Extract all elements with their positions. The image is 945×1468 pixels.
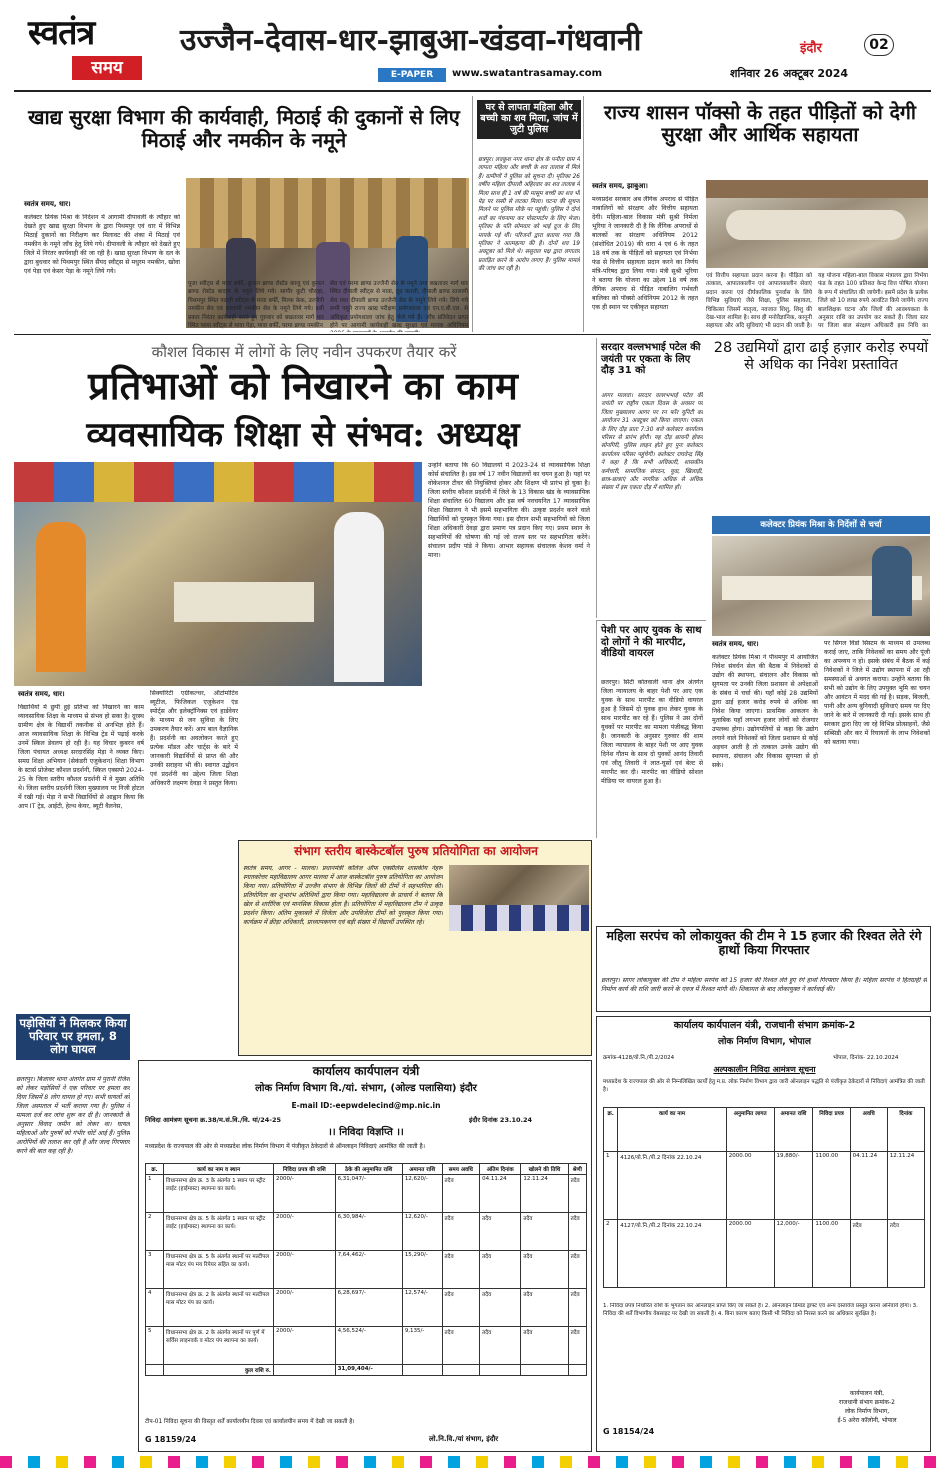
story-missing-woman xyxy=(472,96,584,332)
table-row xyxy=(146,1327,587,1365)
table-row xyxy=(146,1213,587,1251)
table-cell: तदैव xyxy=(568,1327,586,1365)
logo-top: स्वतंत्र xyxy=(28,13,95,53)
table-cell: तदैव xyxy=(568,1213,586,1251)
headline: राज्य शासन पॉक्सो के तहत पीड़ितों को देगी सुरक्षा और आर्थिक सहायता xyxy=(604,101,916,147)
table-cell: विधानसभा क्षेत्र क्र. 5 के अंतर्गत स्थानों पर मल्टीपल मास मोटर पंप मय रिपेयर सहित का कार्य। xyxy=(164,1251,274,1289)
table-cell: तदैव xyxy=(850,1220,887,1288)
table-total-row xyxy=(146,1365,587,1376)
table-cell: तदैव xyxy=(480,1251,521,1289)
table-cell: तदैव xyxy=(568,1251,586,1289)
ad-code: G 18154/24 xyxy=(603,1427,655,1436)
story-vocational xyxy=(14,338,592,838)
table-row xyxy=(146,1175,587,1213)
table-header-row xyxy=(604,1108,925,1152)
header-cell: श्रेणी xyxy=(568,1164,586,1175)
table-cell: विधानसभा क्षेत्र क्र. 2 के अंतर्गत स्थानों पर पूर्ण में सर्विस लाइनवर्क व मोटर पंप स्थापना का कार्य। xyxy=(164,1327,274,1365)
photo-meeting xyxy=(706,180,928,268)
story-pocso xyxy=(588,96,931,332)
body-col-2: सिक्योरिटी एग्रीकल्चर, ऑटोमोटिव ब्यूटीज, फिजिकल एजुकेशन एंड स्पोर्ट्स और इलेक्ट्रॉनिक्स एवं हार्डवेयर के माध्यम से जन सुविधा के लिए उपकरण तैयार करें। आप बाल वैज्ञानिक हैं। प्रदर्शनी का अवलोकन करते हुए प्रत्येक मॉडल और चार्ट्स के बारे में जानकारी विद्यार्थियों से प्राप्त की और उनकी सराहना भी की। स्वागत उद्बोधन एवं प्रदर्शनी का उद्देश्य जिला शिक्षा अधिकारी लक्ष्मण देवड़ा ने प्रस्तुत किया। xyxy=(150,690,238,787)
table-cell: 1100.00 xyxy=(813,1152,850,1220)
headline: घर से लापता महिला और बच्ची का शव मिला, जांच में जुटी पुलिस xyxy=(477,100,581,139)
registration-marks xyxy=(0,1456,945,1468)
tender-bhopal xyxy=(596,1016,931,1452)
logo-bottom: समय xyxy=(72,56,142,80)
table-cell: तदैव xyxy=(480,1213,521,1251)
table-cell: 2 xyxy=(146,1213,164,1251)
headline: 28 उद्यमियों द्वारा ढाई हज़ार करोड़ रुपयों से अधिक का निवेश प्रस्तावित xyxy=(713,340,929,373)
table-cell: 5 xyxy=(146,1327,164,1365)
table-cell: 2000.00 xyxy=(726,1220,774,1288)
headline-line-2: व्यवसायिक शिक्षा से संभव: अध्यक्ष xyxy=(86,415,520,455)
masthead xyxy=(0,0,945,92)
note: टीप-01 निविदा सूचना की विस्तृत शर्तें कार्यालयीन दिवस एवं कार्यालयीन समय में देखी जा सकती है। xyxy=(145,1419,355,1425)
table-cell: 2000/- xyxy=(274,1289,336,1327)
table-cell: विधानसभा क्षेत्र क्र. 3 के अंतर्गत 1 स्थान पर स्ट्रीट लाईट (हाईमास्ट) स्थापना का कार्य। xyxy=(164,1175,274,1213)
table-cell: 1 xyxy=(604,1152,618,1220)
header-cell: ठेके की अनुमानित राशि xyxy=(335,1164,402,1175)
total-value: 31,09,404/- xyxy=(335,1365,402,1376)
tender-table xyxy=(145,1163,587,1376)
headline: पड़ोसियों ने मिलकर किया परिवार पर हमला, 8 लोग घायल xyxy=(16,1014,130,1060)
body: छतरपुर। सिटी कोतवाली थाना क्षेत्र अंतर्गत जिला न्यायालय के बाहर पेशी पर आए एक युवक के साथ मारपीट का वीडियो वायरल हुआ है जिसमें दो युवक हाथ लेकर युवक के साथ मारपीट कर रहे हैं। पुलिस ने उस दोनों युवकों पर मारपीट का मामला पंजीबद्ध किया है। जानकारी के अनुसार गुरुवार की शाम जिला न्यायालय के बाहर पेशी पर आए युवक दिनेश गौतम के साथ दो युवकों आनंद तिवारी एवं जीतू तिवारी ने लात-घूसों एवं बेल्ट से मारपीट कर दी। मारपीट का वीडियो सोशल मीडिया पर वायरल हुआ है। xyxy=(601,679,703,785)
table-row xyxy=(146,1251,587,1289)
story-assault xyxy=(596,620,706,838)
ref-number: निविदा आमंत्रण सूचना क्र.38/म.सं.वि./वि. यां/24-25 xyxy=(145,1116,282,1124)
email: E-mail ID:-eepwdelecind@mp.nic.in xyxy=(291,1101,441,1110)
header-cell: समय अवधि xyxy=(442,1164,480,1175)
header-cell: अमानत राशि xyxy=(774,1108,813,1152)
table-header-row xyxy=(146,1164,587,1175)
table-cell: 15,290/- xyxy=(402,1251,442,1289)
signature-line: कार्यपालन यंत्री, xyxy=(849,1390,885,1397)
byline: स्वतंत्र समय, धार। xyxy=(712,640,759,648)
body-col-1: विद्यार्थियों में छुपी हुई प्रतिभा को निखारने का काम व्यावसायिक शिक्षा के माध्यम से संभव हो सका है। दूरस्थ ग्रामीण क्षेत्र के विद्यार्थी तकनीक से अनभिज्ञ होते हैं। आज व्यावसायिक शिक्षा के विभिन्न ट्रेड में पढ़ाई करके उनमें स्किल डेवलप हो रही है। यह विचार कुबरन वर्ष जिला पंचायत अध्यक्ष सरदारसिंह मेड़ा ने व्यक्त किए। समग्र शिक्षा अभियान (सेकंडरी एजुकेशन) शिक्षा विभाग के स्टार्स प्रोजेक्ट कौशल प्रदर्शनी, स्किल एक्सपो 2024-25 के जिला स्तरीय कौशल प्रदर्शनी में वे मुख्य अतिथि थे। जिला स्तरीय प्रदर्शनी जिला मुख्यालय पर निजी होटल में रखी गई। मेड़ा ने सभी विद्यार्थियों से आह्वान किया कि आप IT ट्रेड, आईटी, हेल्थ केयर, ब्यूटी वैलनेस, xyxy=(18,704,144,810)
story-investment xyxy=(710,338,931,922)
masthead-divider xyxy=(14,90,931,92)
story-run-for-unity xyxy=(596,338,706,618)
header-cell: निविदा प्रपत्र xyxy=(813,1108,850,1152)
tender-table-wrap xyxy=(145,1163,587,1411)
byline: स्वतंत्र समय, धार। xyxy=(18,690,65,698)
tender-heading: अल्पकालीन निविदा आमंत्रण सूचना xyxy=(713,1065,816,1074)
table-cell: तदैव xyxy=(887,1220,924,1288)
body-col-1: मध्यप्रदेश सरकार अब लैंगिक अपराध से पीड़ित नाबालिगों को संरक्षण और वित्तीय सहायता देगी। महिला-बाल विकास मंत्री सुश्री निर्मला भूरिया ने जानकारी दी है कि लैंगिक अपराधों से बालकों का संरक्षण अधिनियम 2012 (संशोधित 2019) की धारा 4 एवं 6 के तहत 18 वर्ष तक के पीड़ितों को सहायता एवं निर्भया फंड से वित्तीय सहायता प्रदान करने का निर्णय मंत्रि-परिषद द्वारा लिया गया। मंत्री सुश्री भूरिया ने बताया कि योजना का उद्देश्य 18 वर्ष तक लैंगिक अपराध से पीड़ित नाबालिग गर्भवती बालिका को पॉक्सो अधिनियम 2012 के तहत एक ही स्थान पर एकीकृत सहायता xyxy=(592,196,698,311)
body-col-3: यह योजना महिला-बाल विकास मंत्रालय द्वारा निर्भया फंड के तहत 100 प्रतिशत केन्द्र वित्त पोषित योजना के रूप में संचालित की जायेगी। इसमें प्रदेश के प्रत्येक जिले को 10 लाख रुपये आवंटित किये जायेंगे। राज्य बालशिक्षक घटना और जिलों की आवश्यकता के अनुसार राशि का उपयोग कर सकते हैं। जिला स्तर पर जिला बाल संरक्षण अधिकारी इस निधि का xyxy=(818,273,928,330)
table-cell: 12.11.24 xyxy=(521,1175,568,1213)
page-number: 02 xyxy=(864,34,894,56)
total-label: कुल राशि रु. xyxy=(164,1365,274,1376)
photo-basketball-team xyxy=(449,865,589,931)
ref-date: इंदौर दिनांक 23.10.24 xyxy=(469,1116,533,1124)
ref-number: क्रमांक-4128/यो.नि./पी.2/2024 xyxy=(603,1055,675,1061)
header-cell: कार्य का नाम व स्थान xyxy=(164,1164,274,1175)
table-cell: 6,31,047/- xyxy=(335,1175,402,1213)
table-cell: 12,620/- xyxy=(402,1175,442,1213)
body-col-2: पर सिंगल विंडो सिस्टम के माध्यम से उपलब्ध कराई जाए, ताकि निवेशकों का समय और पूंजी का अपव्यय न हो। इसके संबंध में बैठक में कई निवेशकों ने जिले में उद्योग स्थापना में आ रही समस्याओं से अवगत कराया। उन्होंने बताया कि सभी को उद्योग के लिए उपयुक्त भूमि का चयन और आवंटन में मदद की गई है। सड़क, बिजली, पानी और अन्य बुनियादी सुविधाएं समय पर दिए जाने के बारे में जानकारी दी गई। इसके साथ ही सरकार द्वारा दिए जा रहे विभिन्न प्रोत्साहनों, जैसे सब्सिडी और कर में रियायतों के लाभ निवेशकों को बताया गया। xyxy=(824,640,930,746)
header-cell: कार्य का नाम xyxy=(618,1108,727,1152)
header-cell: क्र. xyxy=(146,1164,164,1175)
tender-table-wrap xyxy=(603,1107,925,1297)
table-cell: 2000/- xyxy=(274,1251,336,1289)
tender-indore xyxy=(138,1060,592,1452)
dept-title: लोक निर्माण विभाग, भोपाल xyxy=(718,1037,811,1047)
table-cell: 2000/- xyxy=(274,1327,336,1365)
table-cell: 2000.00 xyxy=(726,1152,774,1220)
photo-exhibition xyxy=(14,462,422,686)
body: छत्रपुर। लवकुश नगर थाना क्षेत्र के पनौता ग्राम में लापता महिला और बच्ची के शव तालाब में मिले हैं। ग्रामीणों ने पुलिस को सूचना दी। मृतिका 26 वर्षीय महिला दीपाली अहिरवार का शव तालाब में मिला साथ ही 1 वर्ष की मासूम बच्ची का शव भी पेड़ पर रस्सी से लटका मिला। घटना की सूचना मिलने पर पुलिस मौके पर पहुंची। पुलिस ने दोनों शवों का पंचनामा कर पोस्टमार्टम के लिए भेजा। मृतिका के पति सोमवार को भाई दूज के लिए मायके गई थीं। परिजनों द्वारा बताया गया कि मृतिका ने आत्महत्या की है। दोनों शव 19 अक्टूबर को मिले थे। ससुराल पक्ष द्वारा लगातार प्रताड़ित करने के आरोप लगाए हैं। पुलिस मामले की जांच कर रही है। xyxy=(478,157,580,273)
issue-date: शनिवार 26 अक्टूबर 2024 xyxy=(730,67,849,80)
signature-line: राजधानी संभाग क्रमांक-2 xyxy=(839,1399,895,1406)
table-cell: 3 xyxy=(146,1251,164,1289)
table-cell: 4,56,524/- xyxy=(335,1327,402,1365)
header-cell: अंतिम दिनांक xyxy=(480,1164,521,1175)
tender-heading: ।। निविदा विज्ञप्ति ।। xyxy=(328,1127,404,1138)
notes: 1. निविदा प्रपत्र निर्धारित राशि के भुगतान कर ऑनलाइन प्राप्त किए जा सकते हैं। 2. ऑनलाइन डिमांड ड्राफ्ट एवं अन्य दस्तावेज प्रस्तुत करना अनिवार्य होगा। 3. निविदा की शर्तें विभागीय वेबसाइट पर देखी जा सकती है। 4. बिना कारण बताए किसी भी निविदा को निरस्त करने का अधिकार सुरक्षित है। xyxy=(603,1303,918,1317)
body: छतरपुर। बिजावर थाना अंतर्गत ग्राम में पुरानी रंजिश को लेकर पड़ोसियों ने एक परिवार पर हमला कर दिया जिसमें 8 लोग घायल हो गए। सभी घायलों को जिला अस्पताल में भर्ती कराया गया है। पुलिस ने मामला दर्ज कर जांच शुरू कर दी है। जानकारी के अनुसार विवाद जमीन को लेकर था। घायल महिलाओं और पुरुषों को गंभीर चोटें आई हैं। पुलिस आरोपियों की तलाश कर रही है और जल्द गिरफ्तार करने की बात कह रही है। xyxy=(16,1076,130,1155)
byline: स्वतंत्र समय, धार। xyxy=(24,200,71,208)
intro: मध्यप्रदेश के राज्यपाल की ओर से मध्यप्रदेश लोक निर्माण विभाग में पंजीकृत ठेकेदारों से ऑनलाइन निविदाएं आमंत्रित की जाती है। xyxy=(145,1143,425,1150)
body-col-1: कलेक्टर प्रियंक मिश्रा के निर्देशन में आगामी दीपावली के त्यौहार को देखते हुए खाद्य सुरक्षा विभाग के द्वारा पिथमपुर एवं धार में विभिन्न मिठाई दुकानों का निरीक्षण कर मिलावट की शंका में मिठाई एवं नमकीन के नमूने जाँच हेतु लिये गये। दीपावली के त्यौहार को देखते हुए जिले में निरंतर कार्यवाही की जा रही है। खाद्य सुरक्षा विभाग के दल के द्वारा बुधवार को पिथमपुर स्थित सैंयद स्वीट्स से मधुरम नमकीन, खोवा एवं पेड़ा एवं केसर पेड़ा के नमूने लिये गये। xyxy=(24,214,180,275)
edition-title: उज्जैन-देवास-धार-झाबुआ-खंडवा-गंधवानी xyxy=(180,23,642,58)
table-cell: 2000/- xyxy=(274,1213,336,1251)
signature-line: ई-5 अरेरा कॉलोनी, भोपाल xyxy=(837,1417,897,1424)
city-label: इंदौर xyxy=(800,41,822,56)
banner: कलेक्टर प्रियंक मिश्रा के निर्देशों से चर्चा xyxy=(712,516,930,534)
table-cell: 04.11.24 xyxy=(850,1152,887,1220)
table-cell: तदैव xyxy=(568,1175,586,1213)
table-cell: 6,28,697/- xyxy=(335,1289,402,1327)
header-cell: अमानत राशि xyxy=(402,1164,442,1175)
story-basketball xyxy=(238,840,592,1056)
table-cell: तदैव xyxy=(442,1289,480,1327)
header-cell: खोलने की तिथि xyxy=(521,1164,568,1175)
header-cell: दिनांक xyxy=(887,1108,924,1152)
dept-title: लोक निर्माण विभाग वि./यां. संभाग, (ओल्ड पलासिया) इंदौर xyxy=(255,1083,477,1094)
story-neighbours xyxy=(14,1012,132,1452)
table-cell: 4127/यो.नि./पी.2 दिनांक 22.10.24 xyxy=(618,1220,727,1288)
header-cell: निविदा प्रपत्र की राशि xyxy=(274,1164,336,1175)
office-title: कार्यालय कार्यपालन यंत्री, राजधानी संभाग क्रमांक-2 xyxy=(673,1020,856,1031)
table-cell: तदैव xyxy=(521,1251,568,1289)
body-right-col: उन्होंने बताया कि 60 विद्यालयों में 2023-24 से व्यावसायिक शिक्षा कोर्स संचालित है। इस वर्ष 17 नवीन विद्यालयों का चयन हुआ है। यहां पर वोकेशनल टीचर की नियुक्तियां होकर और शिक्षण भी प्रारंभ हो चुका है। जिला स्तरीय कौशल प्रदर्शनी में जिले के 13 विकास खंड के व्यावसायिक शिक्षा संचालित 60 विद्यालय और इस वर्ष नवचयनित 17 व्यावसायिक शिक्षा विद्यालय ने भी इसमें सहभागिता की। उत्कृष्ट प्रदर्शन करने वाले विद्यार्थियों को पुरस्कृत किया गया। इस दौरान सभी सहभागियों को जिला शिक्षा अधिकारी देवड़ा द्वारा प्रमाण पत्र प्रदान किए गए। प्रथम स्थान के सहभागियों की घोषणा की गई जो राज्य स्तर पर सहभागिता करेंगे। संचालन प्रदीप पांडे ने किया। आभार सहायक संचालक केशव वर्मा ने माना। xyxy=(428,462,590,559)
headline: पेशी पर आए युवक के साथ दो लोगों ने की मारपीट, वीडियो वायरल xyxy=(601,625,702,659)
table-cell: 4 xyxy=(146,1289,164,1327)
table-cell: तदैव xyxy=(442,1251,480,1289)
headline: महिला सरपंच को लोकायुक्त की टीम ने 15 हजार की रिश्वत लेते रंगे हाथों किया गिरफ्तार xyxy=(606,928,922,958)
table-cell: विधानसभा क्षेत्र क्र. 5 के अंतर्गत 1 स्थान पर स्ट्रीट लाईट (हाईमास्ट) स्थापना का कार्य। xyxy=(164,1213,274,1251)
body: आगर मालवा। सरदार वल्लभभाई पटेल की जयंती पर राष्ट्रीय एकता दिवस के अवसर पर जिला मुख्यालय आगर पर रन फॉर यूनिटी का आयोजन 31 अक्टूबर को किया जाएगा। एकता के लिए दौड़ प्रातः 7:30 बजे कलेक्टर कार्यालय परिसर से प्रारंभ होगी। यह दौड़ छावनी होकर सोनगिरी, पुलिस लाइन होते हुए पुनः कलेक्टर कार्यालय परिसर पहुंचेगी। कलेक्टर राघवेन्द्र सिंह ने कहा है कि सभी अधिकारी, शासकीय कर्मचारी, सामाजिक संगठन, युवा, खिलाड़ी, छात्र-छात्राएं और नागरिक अधिक से अधिक संख्या में इस एकता दौड़ में शामिल हों। xyxy=(601,393,703,492)
table-cell: तदैव xyxy=(568,1289,586,1327)
photo-investor-meeting xyxy=(712,536,930,636)
headline: संभाग स्तरीय बास्केटबॉल पुरुष प्रतियोगिता का आयोजन xyxy=(294,844,538,858)
table-cell: 12,574/- xyxy=(402,1289,442,1327)
table-row xyxy=(604,1152,925,1220)
table-cell: तदैव xyxy=(442,1213,480,1251)
table-cell: 6,30,984/- xyxy=(335,1213,402,1251)
story-food-safety-col-3: सेव एवं परमा ब्राण्ड उज्जैनी सेव के नमूने तथा बखतावर मार्ग धार स्थित दीपाली स्वीट्स से मावा, दूध कतली, दीपाली ब्राण्ड रतलामी सेव तथा दीपाली ब्राण्ड उज्जैनी सेव के नमूने लिये गये। लिये गये सभी नमूने राज्य खाद्य परीक्षण प्रयोगशाला एवं एन.ए.बी.एल. से अधिकृत प्रयोगशाला जांच हेतु भेजे गये हैं। जाँच प्रतिवेदन प्राप्त होने पर आगामी कार्यवाही खाद्य सुरक्षा एवं मानक अधिनियम xyxy=(330,281,468,329)
signature: लो.नि.वि./यां संभाग, इंदौर xyxy=(429,1435,499,1443)
table-cell: विधानसभा क्षेत्र क्र. 2 के अंतर्गत स्थानों पर मल्टीपल मास मोटर पंप का कार्य। xyxy=(164,1289,274,1327)
header-cell: क्र. xyxy=(604,1108,618,1152)
body-col-1: कलेक्टर प्रियंक मिश्रा ने पीथमपुर में आयोजित निवेश संवर्धन सेल की बैठक में निवेशकों से उद्योग की स्थापना, संचालन और विकास को सुगमता पर उनकी जिला प्रशासन से अपेक्षाओं के संबंध में चर्चा की। यहाँ कोई 28 उद्यमियों द्वारा ढाई हजार करोड़ रुपये से अधिक का निवेश किया जाएगा। प्राथमिक आकलन के मुताबिक यहाँ लगभग हजार लोगों को रोजगार उपलब्ध होगा। उद्योगपतियों से कहा कि उद्योग लगाने वाले निवेशकों को जिला प्रशासन से कोई अड़चन आती है तो तत्काल उनके उद्योग की स्थापना, संचालन और विकास सुगमता से हो सके। xyxy=(712,654,818,769)
epaper-badge: E-PAPER xyxy=(378,68,446,82)
header-cell: अनुमानित लागत xyxy=(726,1108,774,1152)
byline: स्वतंत्र समय, झाबुआ। xyxy=(592,182,648,190)
signature-block xyxy=(807,1389,927,1425)
headline: खाद्य सुरक्षा विभाग की कार्यवाही, मिठाई की दुकानों से लिए मिठाई और नमकीन के नमूने xyxy=(28,105,460,152)
table-cell: तदैव xyxy=(521,1213,568,1251)
table-cell: 1 xyxy=(146,1175,164,1213)
table-row xyxy=(146,1289,587,1327)
table-cell: 4126/यो.नि./पी.2 दिनांक 22.10.24 xyxy=(618,1152,727,1220)
website-link[interactable]: www.swatantrasamay.com xyxy=(452,68,603,79)
table-cell: तदैव xyxy=(521,1327,568,1365)
headline-line-1: प्रतिभाओं को निखारने का काम xyxy=(88,363,518,408)
body: स्वतंत्र समय, आगर - मालवा। प्रधानमंत्री कॉलेज ऑफ एक्सीलेंस शासकीय नेहरू स्नातकोत्तर महाविद्यालय आगर मालवा में आज बास्केटबॉल पुरुष प्रतियोगिता का आयोजन किया गया। प्रतियोगिता में उज्जैन संभाग के विभिन्न जिलों की टीमों ने सहभागिता की। प्रतियोगिता का शुभारंभ अतिथियों द्वारा किया गया। महाविद्यालय के प्राचार्य ने बताया कि खेल से शारीरिक एवं मानसिक विकास होता है। प्रतियोगिता में महाविद्यालय टीम ने उत्कृष्ट प्रदर्शन किया। अंतिम मुकाबले में विजेता और उपविजेता टीमों को पुरस्कृत किया गया। कार्यक्रम में क्रीड़ा अधिकारी, प्राध्यापकगण एवं बड़ी संख्या में विद्यार्थी उपस्थित रहे। xyxy=(243,865,443,926)
office-title: कार्यालय कार्यपालन यंत्री xyxy=(312,1064,420,1078)
table-cell: 7,64,462/- xyxy=(335,1251,402,1289)
table-cell: तदैव xyxy=(480,1289,521,1327)
table-cell: तदैव xyxy=(480,1327,521,1365)
table-cell: 04.11.24 xyxy=(480,1175,521,1213)
table-cell: तदैव xyxy=(442,1175,480,1213)
table-cell: 9,135/- xyxy=(402,1327,442,1365)
ad-code: G 18159/24 xyxy=(145,1435,197,1444)
table-cell: 12,620/- xyxy=(402,1213,442,1251)
story-bribe xyxy=(596,926,931,1012)
intro: मध्यप्रदेश के राज्यपाल की ओर से निम्नलिखित कार्यों हेतु म.प्र. लोक निर्माण विभाग द्वारा जारी ऑनलाइन पद्धति से पंजीकृत ठेकेदारों से निविदाएं आमंत्रित की जाती है। xyxy=(603,1079,925,1093)
table-cell: 12.11.24 xyxy=(887,1152,924,1220)
logo xyxy=(28,8,168,86)
table-cell: 12,000/- xyxy=(774,1220,813,1288)
table-cell: 2 xyxy=(604,1220,618,1288)
body: छतरपुर। सागर लोकायुक्त की टीम ने महिला सरपंच को 15 हजार की रिश्वत लेते हुए रंगे हाथों गिरफ्तार किया है। महिला सरपंच ने हितग्राही से निर्माण कार्य की राशि जारी करने के एवज में रिश्वत मांगी थी। शिकायत के बाद लोकायुक्त ने कार्रवाई की। xyxy=(601,977,927,993)
body-col-2: एवं वित्तीय सहायता प्रदान करना है। पीड़िता को तत्काल, आपातकालीन एवं आपातकालीन सेवाएं प्रदान करना एवं दीर्घकालिक पुनर्वास के लिये विभिन्न सुविधाएं जैसे शिक्षा, पुलिस सहायता, चिकित्सा जिसमें मातृत्व, नवजात शिशु, शिशु की देख-भाल शामिल है। साथ ही मनोवैज्ञानिक, कानूनी सहायता और अदि सुविधाएं भी प्रदान की जाती है। xyxy=(706,273,812,330)
tender-table xyxy=(603,1107,925,1288)
signature-line: लोक निर्माण विभाग, xyxy=(844,1408,890,1415)
table-cell: तदैव xyxy=(442,1327,480,1365)
table-cell: 19,880/- xyxy=(774,1152,813,1220)
header-cell: अवधि xyxy=(850,1108,887,1152)
table-cell: तदैव xyxy=(521,1289,568,1327)
table-cell: 1100.00 xyxy=(813,1220,850,1288)
table-cell: 2000/- xyxy=(274,1175,336,1213)
section-divider-1 xyxy=(14,334,931,335)
kicker: कौशल विकास में लोगों के लिए नवीन उपकरण तैयार करें xyxy=(151,343,457,361)
ref-date: भोपाल, दिनांक- 22.10.2024 xyxy=(833,1055,899,1061)
table-row xyxy=(604,1220,925,1288)
story-food-safety-col-2: पूजा स्वीट्स से मावा बर्फी, कुन्दन ब्राण्ड रोस्टेड काजू एवं कुन्दन ब्राण्ड रोस्टेड बादाम के नमूने लिये गये। सागौर कुटी चौराहा, पिथमपुर स्थित पदाती स्वीट्स से मावा बर्फी, मिल्क केक, उज्जैनी नमकीन सेव एवं रतलामी नमकीन सेव के नमूने लिये गये। इसी प्रकार निरंतर कार्यवाही करते हुए गुरुवार को बखतावर मार्ग धार स्थित परमा स्वीट्स से मावा पेड़ा, मावा बर्फी, परमा ब्राण्ड नमकीन xyxy=(188,281,324,329)
headline: सरदार वल्लभभाई पटेल की जयंती पर एकता के लिए दौड़ 31 को xyxy=(601,342,701,376)
